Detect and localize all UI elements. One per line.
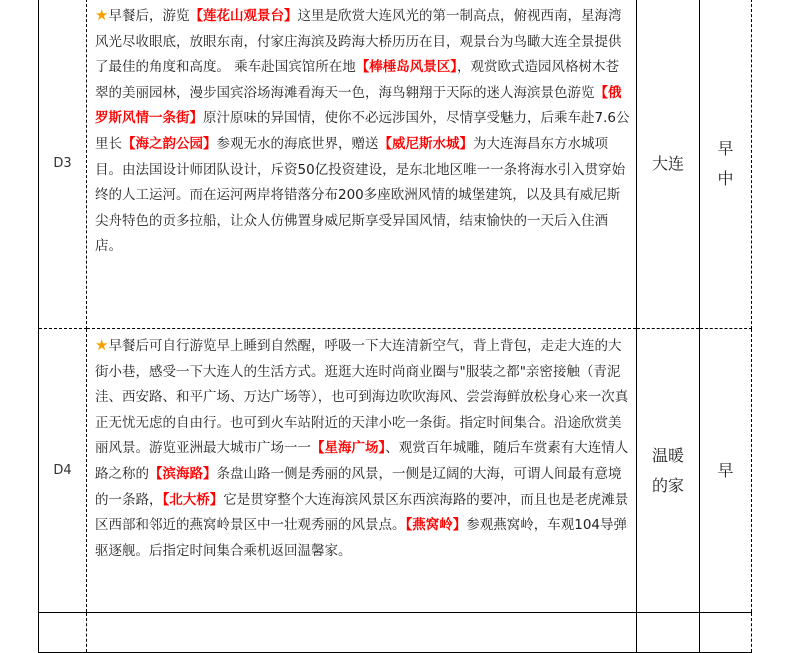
seg: 原汁原味的异国情，使你不必远涉国外，尽情享受魅力，后乘车赴7.6公里长 (95, 110, 630, 152)
table-row (39, 613, 752, 653)
table-row (39, 329, 752, 613)
description-cell (87, 0, 637, 329)
seg: 为大连海昌东方水城项目。由法国设计师团队设计，斥资50亿投资建设，是东北地区唯一一条将海水引入贯穿始终的人工运河。而在运河两岸将错落分布200多座欧洲风情的城堡建筑，以及具有威尼斯尖舟特色的贡多拉船，让众人仿佛置身威尼斯享受异国风情，结束愉快的一天后入住酒店。 (95, 135, 626, 255)
day-cell: D4 (39, 329, 87, 613)
highlight-attraction: 【滨海路】 (149, 465, 217, 482)
seg: 早餐后，游览 (108, 8, 190, 24)
seg: 它是贯穿整个大连海滨风景区东西滨海路的要冲，而且也是老虎滩景区西部和邻近的燕窝岭景区中一壮观秀丽的风景点。 (95, 491, 629, 534)
city-label: 温暖 (651, 445, 684, 465)
city-cell: 大连 (637, 0, 700, 329)
highlight-attraction: 【北大桥】 (162, 491, 224, 508)
seg: 参观无水的海底世界，赠送 (216, 135, 379, 152)
meal-label: 中 (717, 168, 734, 188)
highlight-attraction: 【星海广场】 (311, 440, 386, 457)
meal-label: 早 (717, 138, 734, 158)
day-cell: D3 (39, 0, 87, 329)
seg: 这里是欣赏大连风光的第一制高点，俯视西南，星海湾风光尽收眼底，放眼东南，付家庄海滨及跨海大桥历历在目，观景台为鸟瞰大连全景提供了最佳的角度和高度。 乘车赴国宾馆所在地 (95, 8, 622, 76)
highlight-attraction: 【棒棰岛风景区】 (355, 59, 458, 76)
star-icon: ★ (95, 336, 109, 354)
highlight-attraction: 【海之韵公园】 (122, 135, 217, 152)
highlight-attraction: 【威尼斯水城】 (378, 135, 473, 152)
highlight-attraction: 【俄罗斯风情一条街】 (95, 84, 622, 127)
seg: 参观燕窝岭，车观104导弹驱逐舰。后指定时间集合乘机返回温馨家。 (95, 517, 628, 559)
star-icon: ★ (95, 6, 109, 24)
seg: 、观赏百年城雕，随后车赏素有大连情人路之称的 (95, 440, 629, 482)
seg: 条盘山路一侧是秀丽的风景，一侧是辽阔的大海，可谓人间最有意境的一条路， (95, 465, 622, 508)
itinerary-table (38, 0, 752, 653)
description-cell (87, 613, 637, 653)
highlight-attraction: 【莲花山观景台】 (189, 8, 298, 24)
meal-cell (700, 613, 752, 653)
city-cell (637, 613, 700, 653)
highlight-attraction: 【燕窝岭】 (405, 517, 467, 534)
seg: ，观赏欧式造园风格树木苍翠的美丽园林，漫步国宾浴场海滩看海天一色，海鸟翱翔于天际的迷人海滨景色游览 (95, 59, 620, 101)
city-label: 的家 (651, 475, 684, 495)
seg: 早餐后可自行游览早上睡到自然醒，呼吸一下大连清新空气，背上背包，走走大连的大街小巷，感受一下大连人的生活方式。逛逛大连时尚商业圈与"服装之都"亲密接触（青泥洼、西安路、和平广场、万达广场等），也可到海边吹吹海风、尝尝海鲜放松身心来一次真正无忧无虑的自由行。也可到火车站附近的天津小吃一条街。指定时间集合。沿途欣赏美丽风景。游览亚洲最大城市广场一一 (95, 338, 629, 457)
day-cell (39, 613, 87, 653)
meal-cell: 早 (700, 329, 752, 613)
city-cell (637, 329, 700, 613)
table-row (39, 0, 752, 329)
meal-cell (700, 0, 752, 329)
description-cell (87, 329, 637, 613)
